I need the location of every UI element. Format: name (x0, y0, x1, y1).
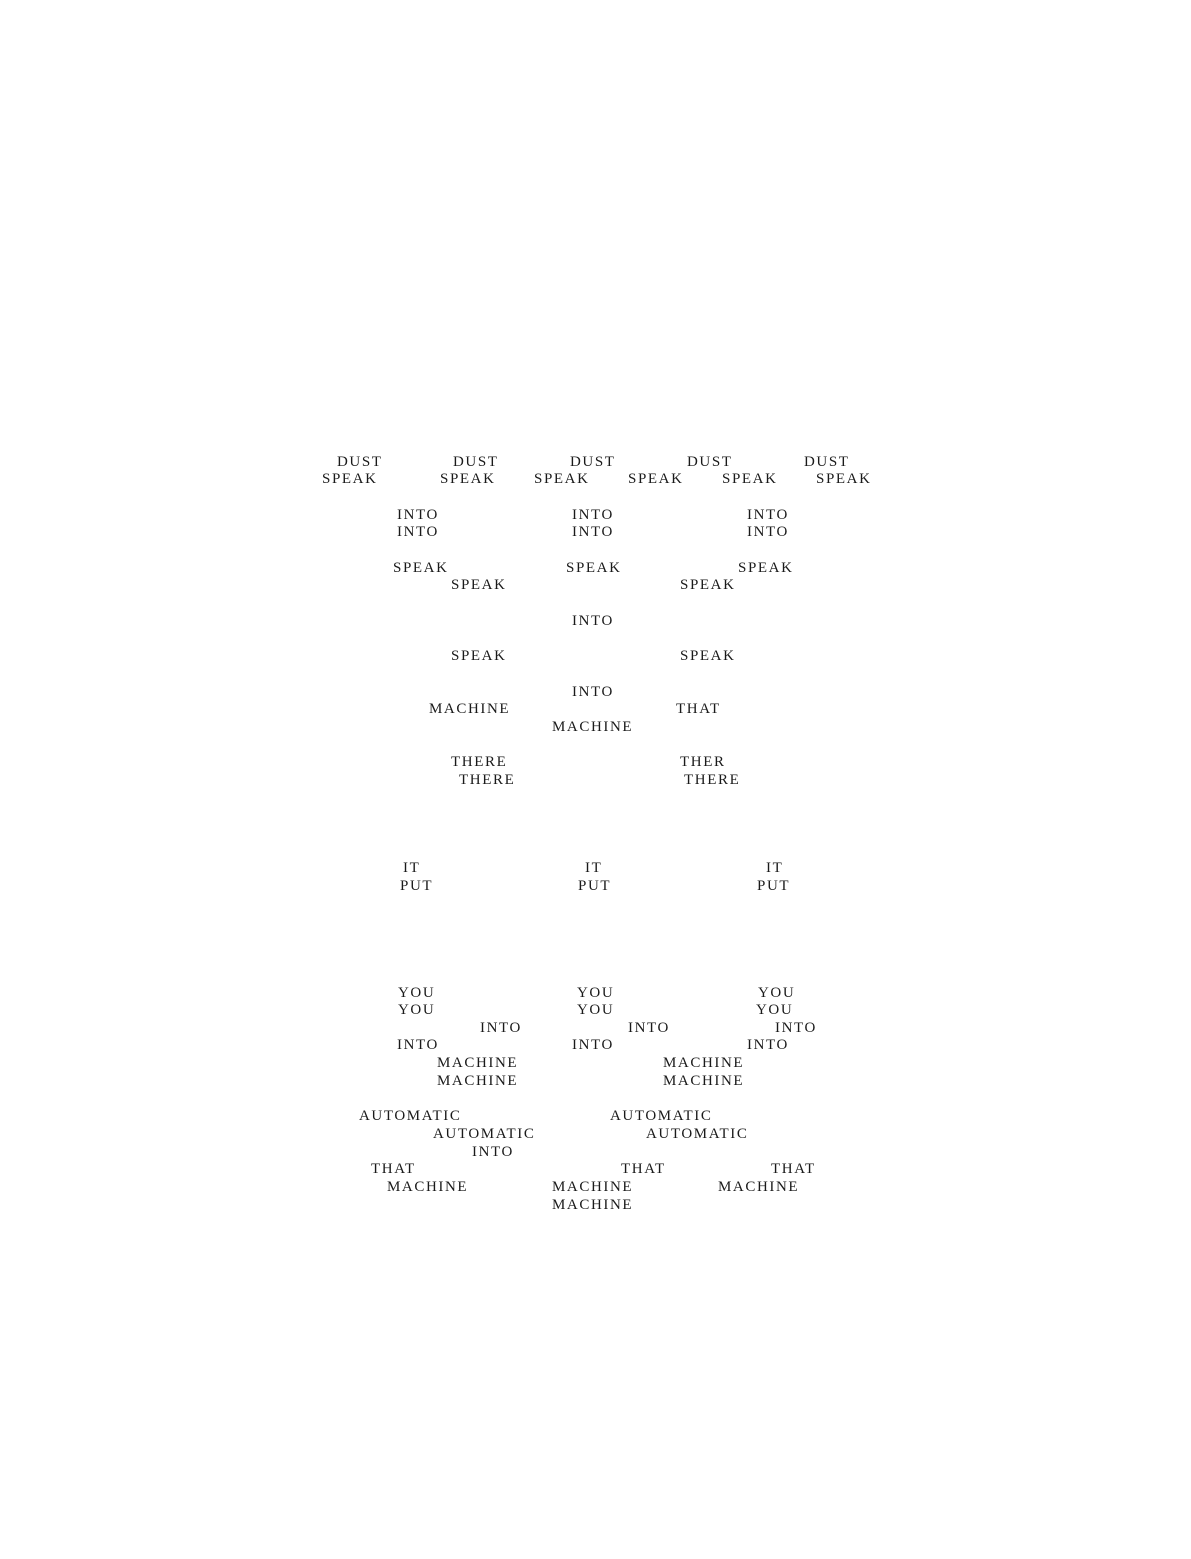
poem-word-put: PUT (757, 878, 791, 894)
top-word-band (322, 440, 878, 500)
poem-word-into: INTO (747, 524, 789, 540)
poem-word-machine: MACHINE (437, 1073, 519, 1089)
poem-word-that: THAT (371, 1161, 416, 1177)
poem-word-dust: DUST (804, 454, 850, 470)
poem-word-speak: SPEAK (628, 471, 684, 487)
poem-word-into: INTO (775, 1020, 817, 1036)
poem-word-machine: MACHINE (437, 1055, 519, 1071)
poem-word-automatic: AUTOMATIC (433, 1126, 536, 1142)
poem-word-put: PUT (578, 878, 612, 894)
poem-word-automatic: AUTOMATIC (610, 1108, 713, 1124)
poem-word-dust: DUST (570, 454, 616, 470)
poem-word-ther: THER (680, 754, 726, 770)
poem-word-automatic: AUTOMATIC (646, 1126, 749, 1142)
poem-word-speak: SPEAK (451, 648, 507, 664)
poem-word-machine: MACHINE (387, 1179, 469, 1195)
poem-word-into: INTO (472, 1144, 514, 1160)
poem-word-speak: SPEAK (680, 648, 736, 664)
poem-word-speak: SPEAK (816, 471, 872, 487)
poem-word-speak: SPEAK (680, 577, 736, 593)
poem-word-it: IT (766, 860, 784, 876)
poem-word-into: INTO (572, 613, 614, 629)
poem-word-machine: MACHINE (718, 1179, 800, 1195)
poem-word-machine: MACHINE (663, 1055, 745, 1071)
poem-word-you: YOU (398, 985, 436, 1001)
poem-word-put: PUT (400, 878, 434, 894)
poem-word-it: IT (585, 860, 603, 876)
poem-word-speak: SPEAK (722, 471, 778, 487)
poem-word-you: YOU (398, 1002, 436, 1018)
poem-word-dust: DUST (687, 454, 733, 470)
poem-word-into: INTO (397, 524, 439, 540)
poem-word-into: INTO (397, 1037, 439, 1053)
poem-word-into: INTO (747, 1037, 789, 1053)
poem-word-that: THAT (621, 1161, 666, 1177)
poem-word-you: YOU (758, 985, 796, 1001)
poem-word-into: INTO (628, 1020, 670, 1036)
poem-word-there: THERE (451, 754, 508, 770)
poem-word-speak: SPEAK (440, 471, 496, 487)
poem-word-machine: MACHINE (552, 1179, 634, 1195)
poem-word-into: INTO (572, 524, 614, 540)
poem-word-automatic: AUTOMATIC (359, 1108, 462, 1124)
poem-word-speak: SPEAK (322, 471, 378, 487)
poem-word-into: INTO (480, 1020, 522, 1036)
poem-word-you: YOU (756, 1002, 794, 1018)
poem-word-speak: SPEAK (566, 560, 622, 576)
poem-word-into: INTO (572, 507, 614, 523)
poem-word-dust: DUST (337, 454, 383, 470)
poem-word-machine: MACHINE (429, 701, 511, 717)
poem-word-machine: MACHINE (663, 1073, 745, 1089)
poem-word-into: INTO (572, 1037, 614, 1053)
poem-word-there: THERE (684, 772, 741, 788)
poem-word-into: INTO (747, 507, 789, 523)
poem-word-speak: SPEAK (738, 560, 794, 576)
poem-word-that: THAT (676, 701, 721, 717)
poem-word-into: INTO (397, 507, 439, 523)
poem-word-there: THERE (459, 772, 516, 788)
poem-word-machine: MACHINE (552, 719, 634, 735)
poem-word-speak: SPEAK (451, 577, 507, 593)
poem-word-into: INTO (572, 684, 614, 700)
poem-word-speak: SPEAK (393, 560, 449, 576)
poem-word-it: IT (403, 860, 421, 876)
poem-word-you: YOU (577, 1002, 615, 1018)
poem-word-you: YOU (577, 985, 615, 1001)
poem-word-that: THAT (771, 1161, 816, 1177)
poem-word-dust: DUST (453, 454, 499, 470)
poem-word-machine: MACHINE (552, 1197, 634, 1213)
poem-word-speak: SPEAK (534, 471, 590, 487)
